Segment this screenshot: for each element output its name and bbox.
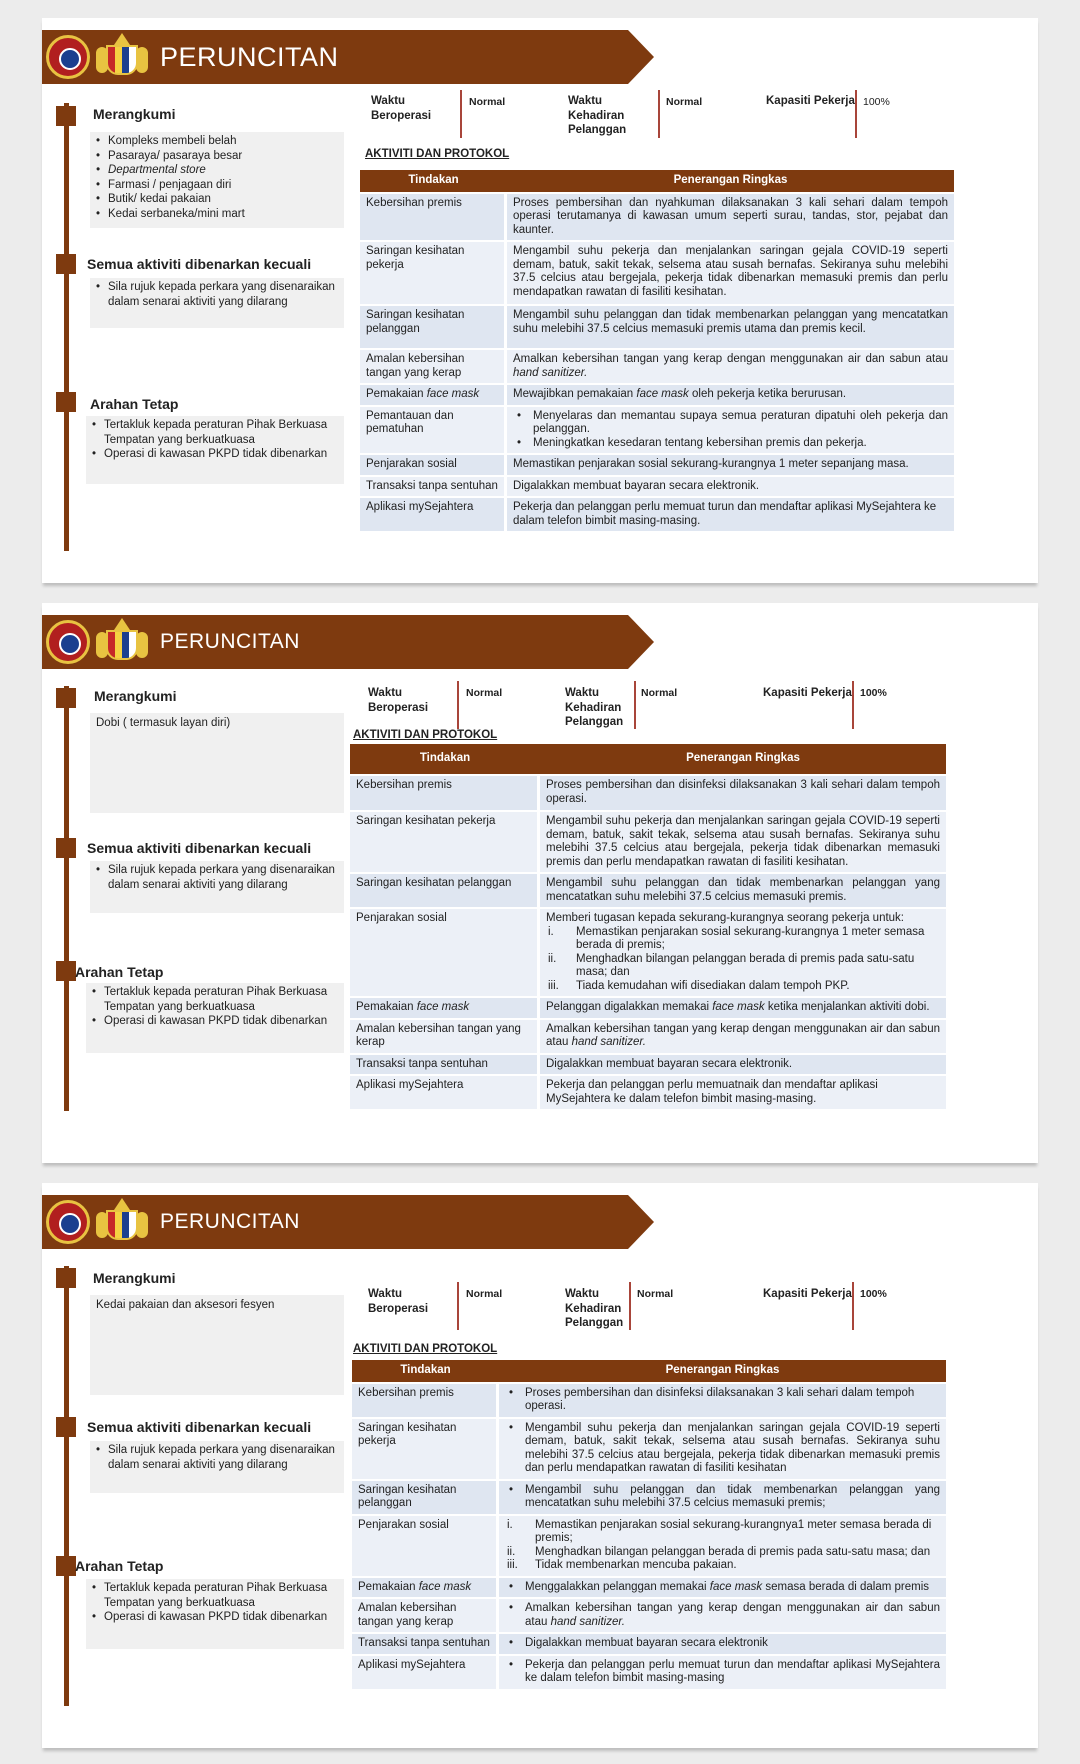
protocol-table: [360, 168, 954, 533]
table-row: Saringan kesihatan pelanggan • Mengambil suhu pelanggan dan tidak membenarkan pelanggan yang mencatatkan suhu melebihi 37.5 celcius memasuki premis;: [352, 1481, 946, 1514]
table-row: Aplikasi mySejahtera • Pekerja dan pelanggan perlu memuat turun dan mendaftar aplikasi MySejahtera ke dalam telefon bimbit masing-masing: [352, 1656, 946, 1689]
list-item: • Operasi di kawasan PKPD tidak dibenarkan: [92, 1014, 338, 1029]
table-header: Tindakan: [352, 1360, 499, 1382]
divider: [855, 90, 857, 138]
divider: [629, 1282, 631, 1330]
protocol-table: [352, 1358, 946, 1691]
malaysia-coat-of-arms-icon: [94, 1198, 150, 1246]
kapasiti-label: Kapasiti Pekerja: [763, 1288, 852, 1300]
waktu-operasi-value: Normal: [466, 1288, 503, 1300]
timeline-marker: [56, 1268, 76, 1288]
timeline-line: [64, 1266, 69, 1706]
nsc-seal-icon: [46, 35, 90, 79]
list-item: • Farmasi / penjagaan diri: [96, 178, 338, 193]
arahan-heading: Arahan Tetap: [75, 964, 164, 980]
kapasiti-label: Kapasiti Pekerja: [763, 687, 852, 699]
timeline-marker: [56, 106, 76, 126]
table-row: Amalan kebersihan tangan yang kerap • Amalkan kebersihan tangan yang kerap dengan menggunakan air dan sabun atau hand sanitizer.: [352, 1599, 946, 1632]
timeline-marker: [56, 688, 76, 708]
merangkumi-text: Kedai pakaian dan aksesori fesyen: [96, 1299, 275, 1311]
table-row: Saringan kesihatan pelanggan Mengambil suhu pelanggan dan tidak membenarkan pelanggan yang mencatatkan suhu melebihi 37.5 celcius memasuki premis utama dan premis kecil.: [360, 306, 954, 348]
protocol-table: [350, 742, 946, 1111]
table-header: Penerangan Ringkas: [499, 1360, 946, 1382]
arahan-heading: Arahan Tetap: [90, 396, 179, 412]
divider: [658, 90, 660, 138]
semua-list: [90, 1441, 344, 1493]
list-item: • Departmental store: [96, 163, 338, 178]
nsc-seal-icon: [46, 1200, 90, 1244]
waktu-operasi-label: Waktu Beroperasi: [368, 687, 429, 714]
table-row: Aplikasi mySejahtera Pekerja dan pelanggan perlu memuat turun dan mendaftar aplikasi MySejahtera ke dalam telefon bimbit masing-masing.: [360, 498, 954, 531]
merangkumi-text: Dobi ( termasuk layan diri): [96, 717, 231, 729]
merangkumi-list: [90, 132, 344, 228]
malaysia-coat-of-arms-icon: [94, 33, 150, 81]
waktu-kehadiran-value: Normal: [666, 96, 703, 108]
kapasiti-value: 100%: [860, 1288, 887, 1300]
waktu-operasi-value: Normal: [466, 687, 503, 699]
list-item: • Tertakluk kepada peraturan Pihak Berkuasa Tempatan yang berkuatkuasa: [92, 418, 338, 447]
kapasiti-value: 100%: [863, 96, 890, 108]
arahan-heading: Arahan Tetap: [75, 1558, 164, 1574]
table-header: Penerangan Ringkas: [507, 170, 954, 192]
table-row: Kebersihan premis Proses pembersihan dan disinfeksi dilaksanakan 3 kali sehari dalam tempoh operasi.: [350, 776, 946, 810]
divider: [634, 681, 636, 729]
timeline-line: [64, 686, 69, 1111]
kapasiti-value: 100%: [860, 687, 887, 699]
waktu-operasi-value: Normal: [469, 96, 506, 108]
banner-arrow-icon: [628, 1195, 654, 1249]
timeline-marker: [56, 392, 76, 412]
list-item: • Kompleks membeli belah: [96, 134, 338, 149]
timeline-line: [64, 103, 69, 551]
table-row: Transaksi tanpa sentuhan • Digalakkan membuat bayaran secara elektronik: [352, 1634, 946, 1654]
list-item: • Kedai serbaneka/mini mart: [96, 207, 338, 222]
page-title: PERUNCITAN: [160, 1210, 300, 1233]
timeline-marker: [56, 1417, 76, 1437]
list-item: • Sila rujuk kepada perkara yang disenaraikan dalam senarai aktiviti yang dilarang: [96, 280, 338, 309]
waktu-kehadiran-label: Waktu Kehadiran Pelanggan: [565, 687, 624, 728]
table-row: Amalan kebersihan tangan yang kerap Amalkan kebersihan tangan yang kerap dengan menggunakan air dan sabun atau hand sanitizer.: [350, 1020, 946, 1053]
malaysia-coat-of-arms-icon: [94, 618, 150, 666]
list-item: • Tertakluk kepada peraturan Pihak Berkuasa Tempatan yang berkuatkuasa: [92, 1581, 338, 1610]
table-row: Kebersihan premis Proses pembersihan dan nyahkuman dilaksanakan 3 kali sehari dalam tempoh operasi terutamanya di kawasan umum seperti surau, tandas, stor, pejabat dan kaunter.: [360, 194, 954, 241]
divider: [852, 1282, 854, 1330]
waktu-operasi-label: Waktu Beroperasi: [371, 95, 432, 122]
list-item: • Sila rujuk kepada perkara yang disenaraikan dalam senarai aktiviti yang dilarang: [96, 1443, 338, 1472]
table-row: Pemakaian face mask • Menggalakkan pelanggan memakai face mask semasa berada di dalam premis: [352, 1578, 946, 1598]
semua-list: [90, 278, 344, 328]
banner-arrow-icon: [628, 615, 654, 669]
semua-list: [90, 861, 344, 913]
table-header: Penerangan Ringkas: [540, 744, 946, 774]
title-banner: [42, 30, 628, 84]
waktu-kehadiran-value: Normal: [641, 687, 678, 699]
merangkumi-heading: Merangkumi: [94, 688, 177, 704]
merangkumi-heading: Merangkumi: [93, 1270, 176, 1286]
divider: [457, 1282, 459, 1330]
divider: [457, 681, 459, 729]
timeline-marker: [56, 254, 76, 274]
table-row: Kebersihan premis • Proses pembersihan dan disinfeksi dilaksanakan 3 kali sehari dalam tempoh operasi.: [352, 1384, 946, 1417]
arahan-list: [86, 1579, 344, 1649]
title-banner: [42, 615, 628, 669]
table-row: Amalan kebersihan tangan yang kerap Amalkan kebersihan tangan yang kerap dengan menggunakan air dan sabun atau hand sanitizer.: [360, 350, 954, 383]
table-row: Penjarakan sosial Memastikan penjarakan sosial sekurang-kurangnya 1 meter sepanjang masa.: [360, 455, 954, 475]
semua-heading: Semua aktiviti dibenarkan kecuali: [87, 256, 312, 272]
table-row: Pemakaian face mask Pelanggan digalakkan memakai face mask ketika menjalankan aktiviti dobi.: [350, 998, 946, 1018]
waktu-kehadiran-label: Waktu Kehadiran Pelanggan: [568, 95, 627, 136]
table-row: Pemakaian face mask Mewajibkan pemakaian face mask oleh pekerja ketika berurusan.: [360, 385, 954, 405]
merangkumi-heading: Merangkumi: [93, 106, 176, 122]
banner-arrow-icon: [628, 30, 654, 84]
table-row: Saringan kesihatan pekerja Mengambil suhu pekerja dan menjalankan saringan gejala COVID-19 seperti demam, batuk, sakit tekak, selsema atau susah bernafas. Sekiranya suhu melebihi 37.5 celcius atau bergejala, pekerja tidak dibenarkan memasuki premis dan perlu mendapatkan rawatan di fasiliti kesihatan.: [360, 242, 954, 304]
table-row: Saringan kesihatan pelanggan Mengambil suhu pelanggan dan tidak membenarkan pelanggan yang mencatatkan suhu melebihi 37.5 celcius memasuki premis.: [350, 874, 946, 907]
table-row: Saringan kesihatan pekerja Mengambil suhu pekerja dan menjalankan saringan gejala COVID-19 seperti demam, batuk, sakit tekak, selsema atau susah bernafas. Sekiranya suhu melebihi 37.5 celcius atau bergejala, pekerja tidak dibenarkan memasuki premis dan perlu mendapatkan rawatan di fasiliti kesihatan.: [350, 812, 946, 872]
semua-heading: Semua aktiviti dibenarkan kecuali: [87, 1419, 312, 1435]
slide-3: [42, 1183, 1038, 1748]
page-title: PERUNCITAN: [160, 630, 300, 653]
table-row: Saringan kesihatan pekerja • Mengambil suhu pekerja dan menjalankan saringan gejala COVID-19 seperti demam, batuk, sakit tekak, selsema atau susah bernafas. Sekiranya suhu melebihi 37.5 celcius atau bergejala, pekerja tidak dibenarkan memasuki premis dan perlu mendapatkan rawatan di fasiliti kesihatan: [352, 1419, 946, 1479]
divider: [852, 681, 854, 729]
list-item: • Operasi di kawasan PKPD tidak dibenarkan: [92, 447, 338, 462]
table-row: Penjarakan sosial Memberi tugasan kepada sekurang-kurangnya seorang pekerja untuk: i. Memastikan penjarakan sosial sekurang-kurangnya 1 meter semasa berada di premis; ii. Menghadkan bilangan pelanggan berada di premis pada satu-satu masa; dan iii. Tiada kemudahan wifi disediakan dalam tempoh PKP.: [350, 909, 946, 996]
merangkumi-list: [90, 713, 344, 813]
waktu-kehadiran-label: Waktu Kehadiran Pelanggan: [565, 1288, 624, 1329]
aktiviti-heading: AKTIVITI DAN PROTOKOL: [365, 148, 510, 160]
kapasiti-label: Kapasiti Pekerja: [766, 95, 855, 107]
timeline-marker: [56, 961, 76, 981]
timeline-marker: [56, 1556, 76, 1576]
semua-heading: Semua aktiviti dibenarkan kecuali: [87, 840, 312, 856]
table-header: Tindakan: [360, 170, 507, 192]
list-item: • Sila rujuk kepada perkara yang disenaraikan dalam senarai aktiviti yang dilarang: [96, 863, 338, 892]
divider: [460, 90, 462, 138]
table-row: Pemantauan dan pematuhan • Menyelaras dan memantau supaya semua peraturan dipatuhi oleh pekerja dan pelanggan. • Meningkatkan kesedaran tentang kebersihan premis dan pekerja.: [360, 407, 954, 454]
waktu-kehadiran-value: Normal: [637, 1288, 674, 1300]
table-header: Tindakan: [350, 744, 540, 774]
merangkumi-list: [90, 1295, 344, 1395]
page-title: PERUNCITAN: [160, 41, 339, 72]
table-row: Transaksi tanpa sentuhan Digalakkan membuat bayaran secara elektronik.: [360, 477, 954, 497]
table-row: Penjarakan sosial i. Memastikan penjarakan sosial sekurang-kurangnya1 meter semasa berada di premis; ii. Menghadkan bilangan pelanggan berada di premis pada satu-satu masa; dan iii. Tidak membenarkan mencuba pakaian.: [352, 1516, 946, 1576]
list-item: • Operasi di kawasan PKPD tidak dibenarkan: [92, 1610, 338, 1625]
table-row: Transaksi tanpa sentuhan Digalakkan membuat bayaran secara elektronik.: [350, 1055, 946, 1075]
nsc-seal-icon: [46, 620, 90, 664]
title-banner: [42, 1195, 628, 1249]
slide-2: [42, 603, 1038, 1163]
table-row: Aplikasi mySejahtera Pekerja dan pelanggan perlu memuatnaik dan mendaftar aplikasi MySejahtera ke dalam telefon bimbit masing-masing.: [350, 1076, 946, 1109]
arahan-list: [86, 983, 344, 1053]
aktiviti-heading: AKTIVITI DAN PROTOKOL: [353, 729, 498, 741]
list-item: • Pasaraya/ pasaraya besar: [96, 149, 338, 164]
list-item: • Butik/ kedai pakaian: [96, 192, 338, 207]
list-item: • Tertakluk kepada peraturan Pihak Berkuasa Tempatan yang berkuatkuasa: [92, 985, 338, 1014]
waktu-operasi-label: Waktu Beroperasi: [368, 1288, 429, 1315]
aktiviti-heading: AKTIVITI DAN PROTOKOL: [353, 1343, 498, 1355]
timeline-marker: [56, 838, 76, 858]
slide-1: [42, 18, 1038, 583]
arahan-list: [86, 416, 344, 484]
